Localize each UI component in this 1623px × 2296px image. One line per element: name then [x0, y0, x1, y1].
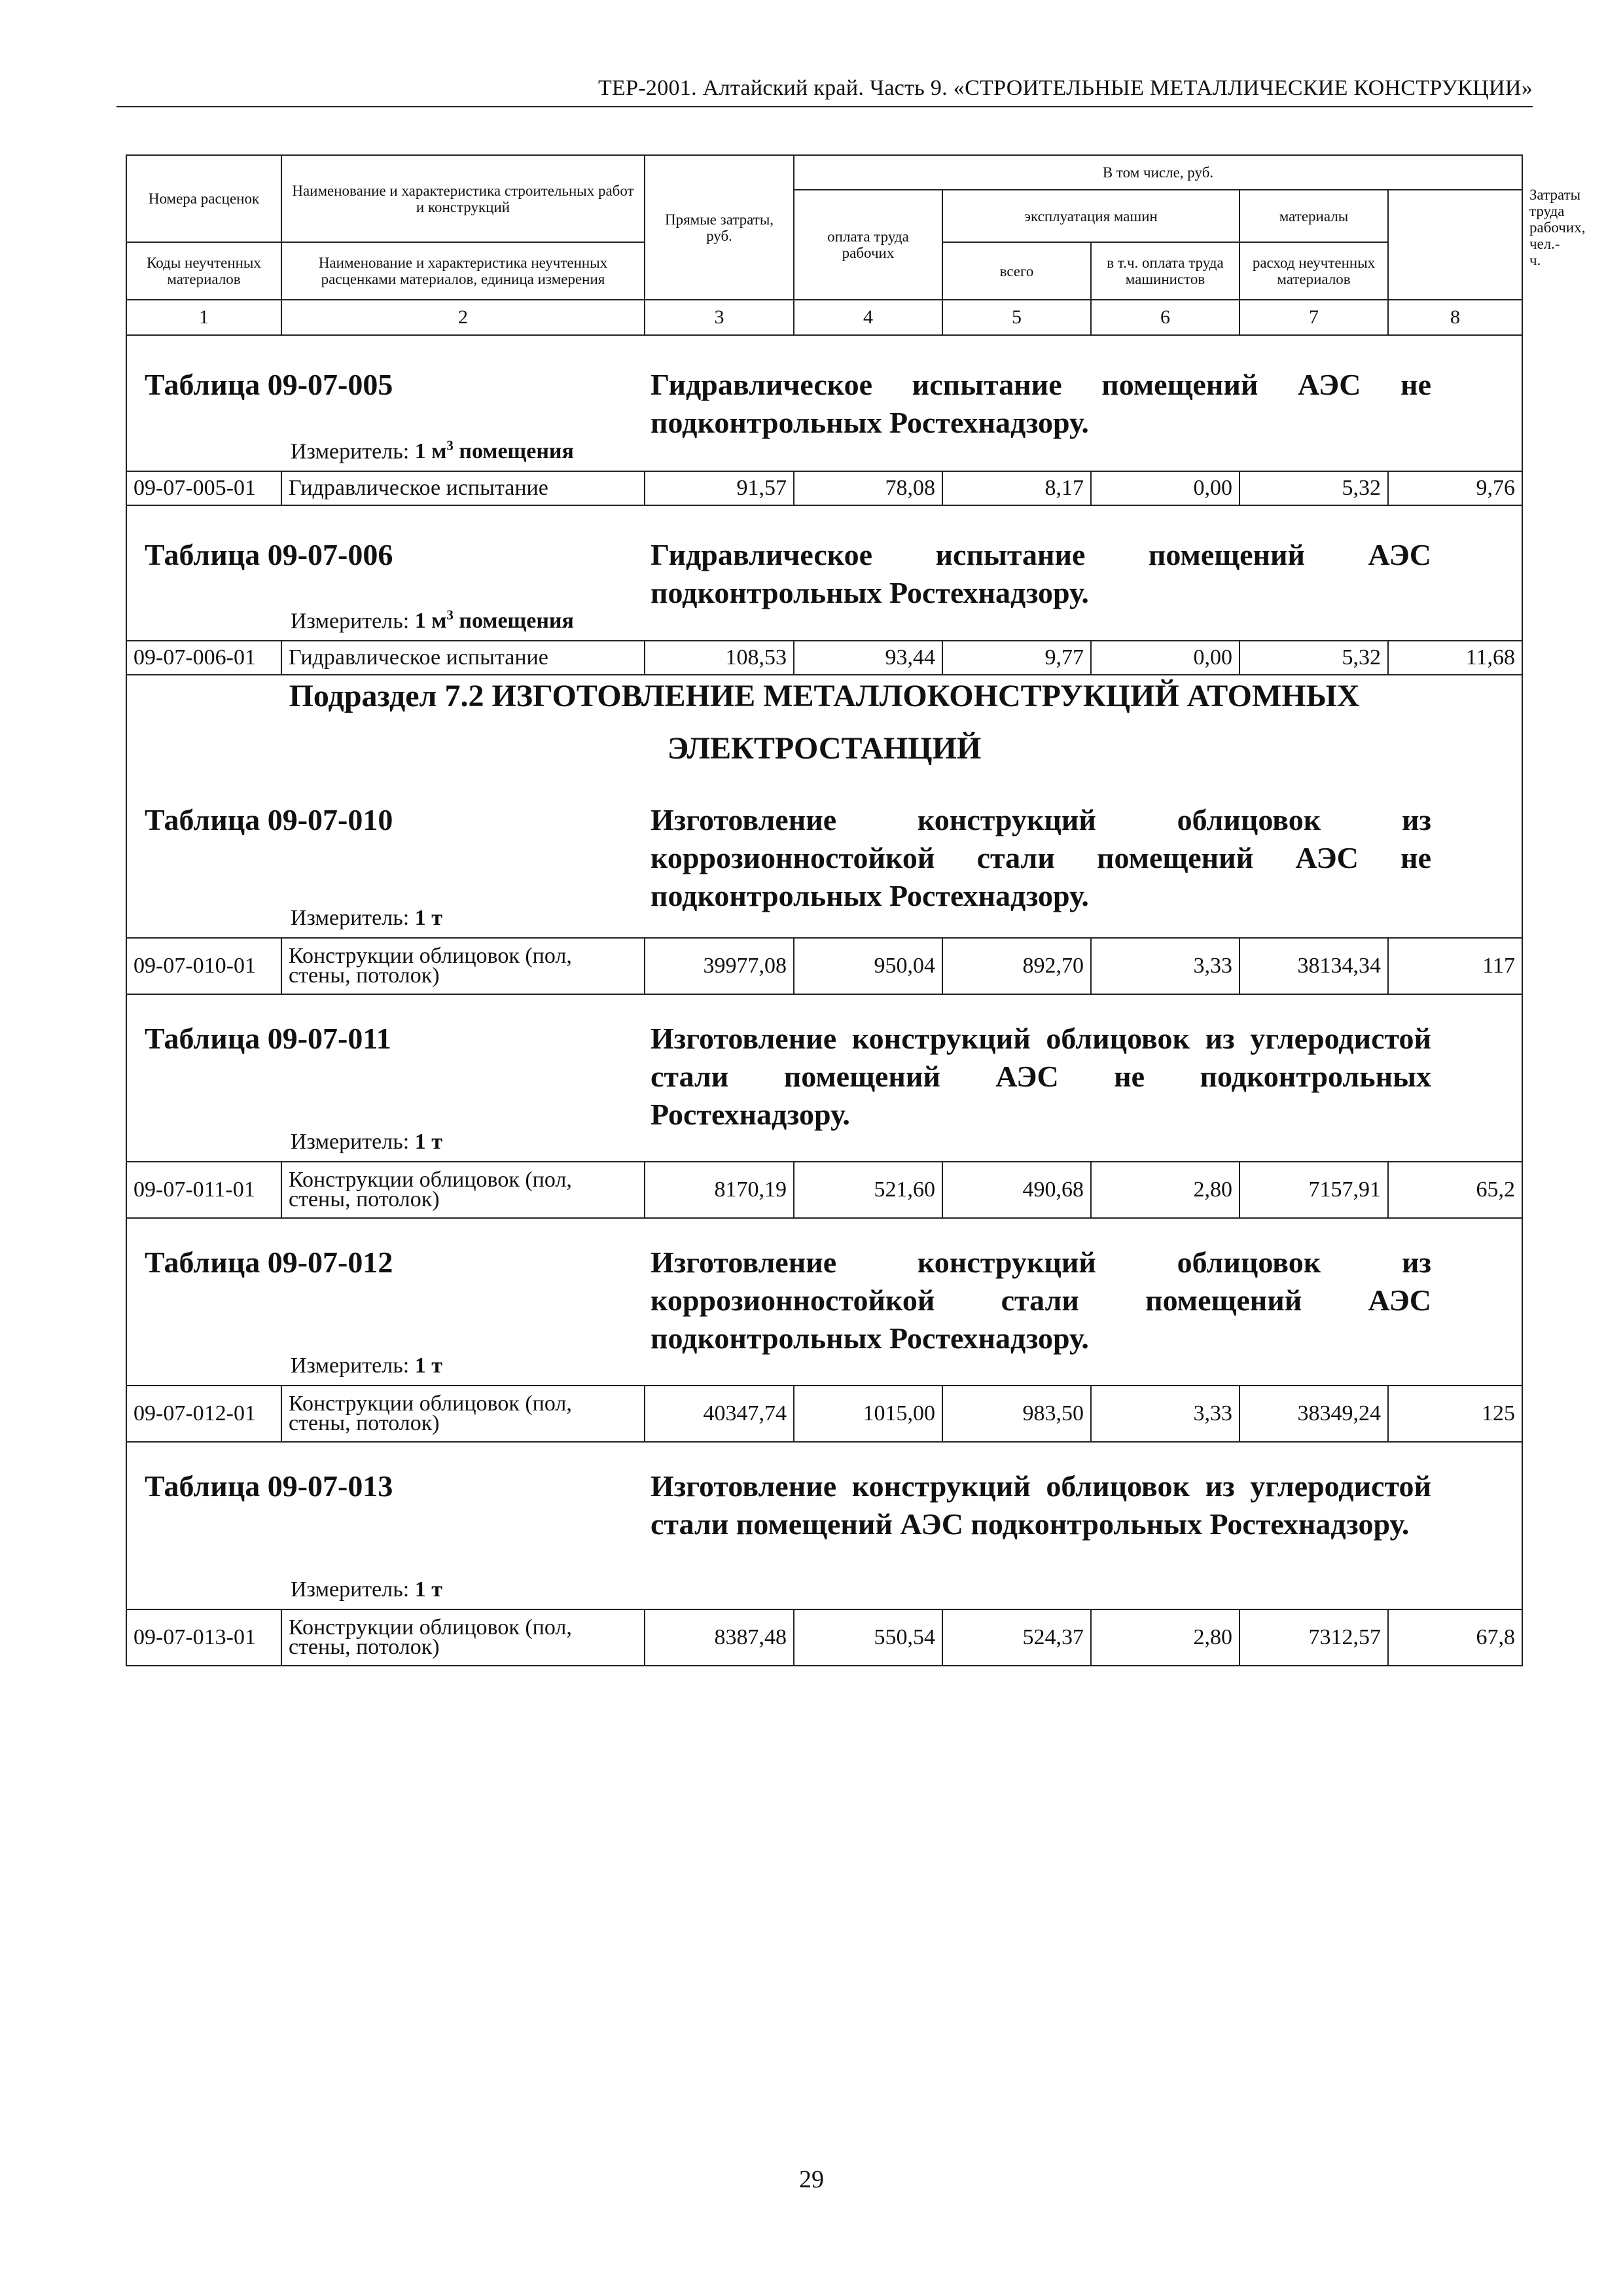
subsection-line-1: Подраздел 7.2 ИЗГОТОВЛЕНИЕ МЕТАЛЛОКОНСТРУКЦИЙ АТОМНЫХ	[289, 679, 1360, 713]
section-title: Изготовление конструкций облицовок из углеродистой стали помещений АЭС подконтрольных Ростехнадзору.	[651, 1469, 1431, 1541]
col-number: 1	[126, 300, 281, 335]
meter-value: 1 т	[414, 1130, 442, 1154]
section-title: Гидравлическое испытание помещений АЭС не подконтрольных Ростехнадзору.	[651, 368, 1431, 439]
machine-total: 983,50	[942, 1386, 1091, 1442]
section-title: Изготовление конструкций облицовок из углеродистой стали помещений АЭС не подконтрольных Ростехнадзору.	[651, 1022, 1431, 1131]
materials-cost: 5,32	[1240, 471, 1388, 505]
labor-hours: 9,76	[1388, 471, 1522, 505]
rate-code: 09-07-006-01	[126, 641, 281, 675]
meter-label: Измеритель:	[291, 609, 410, 633]
col-machine-total: всего	[942, 242, 1091, 300]
rate-name: Конструкции облицовок (пол, стены, потолок)	[281, 1162, 645, 1218]
table-row	[126, 641, 1522, 675]
meter-value: 1 $м^3$ помещения	[414, 437, 574, 463]
section-title: Гидравлическое испытание помещений АЭС подконтрольных Ростехнадзору.	[651, 538, 1431, 609]
materials-cost: 7157,91	[1240, 1162, 1388, 1218]
running-title: ТЕР-2001. Алтайский край. Часть 9. «СТРОИТЕЛЬНЫЕ МЕТАЛЛИЧЕСКИЕ КОНСТРУКЦИИ»	[597, 76, 1533, 100]
materials-cost: 38134,34	[1240, 938, 1388, 994]
section-code: Таблица 09-07-006	[145, 538, 393, 571]
table-row	[126, 1386, 1522, 1442]
rate-code: 09-07-011-01	[126, 1162, 281, 1218]
section-code: Таблица 09-07-005	[145, 368, 393, 401]
direct-costs: 39977,08	[645, 938, 794, 994]
machinist-pay: 0,00	[1091, 471, 1240, 505]
direct-costs: 40347,74	[645, 1386, 794, 1442]
materials-cost: 5,32	[1240, 641, 1388, 675]
col-labor-pay: оплата труда рабочих	[794, 190, 942, 300]
table-section	[127, 506, 1522, 640]
meter-value: 1 т	[414, 906, 442, 930]
section-meter	[291, 438, 574, 464]
labor-pay: 550,54	[794, 1609, 942, 1666]
col-number: 6	[1091, 300, 1240, 335]
materials-cost: 7312,57	[1240, 1609, 1388, 1666]
rate-name: Конструкции облицовок (пол, стены, потолок)	[281, 1609, 645, 1666]
section-code: Таблица 09-07-012	[145, 1246, 393, 1279]
labor-pay: 1015,00	[794, 1386, 942, 1442]
rate-code: 09-07-012-01	[126, 1386, 281, 1442]
labor-hours: 11,68	[1388, 641, 1522, 675]
labor-hours: 67,8	[1388, 1609, 1522, 1666]
rate-code: 09-07-010-01	[126, 938, 281, 994]
column-number-row	[126, 300, 1522, 335]
direct-costs: 108,53	[645, 641, 794, 675]
col-machine-operation: эксплуатация машин	[942, 190, 1240, 242]
col-materials: материалы	[1240, 190, 1388, 242]
meter-label: Измеритель:	[291, 906, 410, 930]
machinist-pay: 3,33	[1091, 938, 1240, 994]
col-number: 8	[1388, 300, 1522, 335]
section-code: Таблица 09-07-013	[145, 1469, 393, 1503]
col-number: 3	[645, 300, 794, 335]
section-meter	[291, 906, 442, 931]
meter-label: Измеритель:	[291, 1354, 410, 1378]
machinist-pay: 2,80	[1091, 1162, 1240, 1218]
meter-label: Измеритель:	[291, 439, 410, 463]
machinist-pay: 0,00	[1091, 641, 1240, 675]
machine-total: 524,37	[942, 1609, 1091, 1666]
price-table: Номера расценок Наименование и характеристика строительных работ и конструкций Прямые затраты, руб. В том числе, руб. Затраты труда рабочих, чел.-ч. оплата труда рабочих эксплуатация машин материалы Коды неучтенных материалов Наименование и характеристика неучтенных расценками материалов, единица измерения всего в т.ч. оплата труда машинистов расход неучтенных материалов 1 2 3 4 5 6 7 8 Таблица 09-07-005 Гидравлическое испытание помещений АЭС не подконтрольных Ростехнадзору. Измеритель: 1 $м^3$ помещения 09-07-005-01 Гидравлическое испытание 91,57 78,08 8,17 0,00 5,32 9,76 Таблица 09-07-006 Гидравлическое испытание помещений АЭС подконтрольных Ростехнадзору. Измеритель: 1 $м^3$ помещения 09-07-006-01 Гидравлическое испытание 108,53 93,44 9,77 0,00 5,32 11,68 Подраздел 7.2 ИЗГОТОВЛЕНИЕ МЕТАЛЛОКОНСТРУКЦИЙ АТОМНЫХ ЭЛЕКТРОСТАНЦИЙ Таблица 09-07-010 Изготовление конструкций облицовок из коррозионностойкой стали помещений АЭС не подконтрольных Ростехнадзору. Измеритель: 1 т 09-07-010-01 Конструкции облицовок (пол, стены, потолок) 39977,08 950,04 892,70 3,33 38134,34 117 Таблица 09-07-011 Изготовление конструкций облицовок из углеродистой стали помещений АЭС не подконтрольных Ростехнадзору. Измеритель: 1 т 09-07-011-01 Конструкции облицовок (пол, стены, потолок) 8170,19 521,60 490,68 2,80 7157,91 65,2 Таблица 09-07-012 Изготовление конструкций облицовок из коррозионностойкой стали помещений АЭС подконтрольных Ростехнадзору. Измеритель: 1 т 09-07-012-01 Конструкции облицовок (пол, стены, потолок) 40347,74 1015,00 983,50 3,33 38349,24 125 Таблица 09-07-013 Изготовление конструкций облицовок из углеродистой стали помещений АЭС подконтрольных Ростехнадзору. Измеритель: 1 т 09-07-013-01 Конструкции облицовок (пол, стены, потолок) 8387,48 550,54 524,37 2,80 7312,57 67,8	[126, 154, 1523, 1666]
section-meter	[291, 1577, 442, 1602]
labor-pay: 950,04	[794, 938, 942, 994]
col-work-name: Наименование и характеристика строительных работ и конструкций	[281, 155, 645, 242]
machinist-pay: 3,33	[1091, 1386, 1240, 1442]
col-material-names: Наименование и характеристика неучтенных расценками материалов, единица измерения	[281, 242, 645, 300]
labor-pay: 521,60	[794, 1162, 942, 1218]
meter-value: 1 т	[414, 1577, 442, 1602]
subsection-heading	[127, 675, 1522, 774]
rate-code: 09-07-013-01	[126, 1609, 281, 1666]
labor-hours: 125	[1388, 1386, 1522, 1442]
labor-pay: 78,08	[794, 471, 942, 505]
section-meter	[291, 607, 574, 634]
labor-hours: 65,2	[1388, 1162, 1522, 1218]
rate-code: 09-07-005-01	[126, 471, 281, 505]
subsection-line-2: ЭЛЕКТРОСТАНЦИЙ	[667, 731, 982, 766]
materials-cost: 38349,24	[1240, 1386, 1388, 1442]
meter-value: 1 т	[414, 1354, 442, 1378]
rate-name: Конструкции облицовок (пол, стены, потолок)	[281, 938, 645, 994]
table-section	[127, 995, 1522, 1161]
section-title: Изготовление конструкций облицовок из коррозионностойкой стали помещений АЭС не подконтрольных Ростехнадзору.	[651, 803, 1431, 912]
meter-label: Измеритель:	[291, 1130, 410, 1154]
col-material-codes: Коды неучтенных материалов	[126, 242, 281, 300]
direct-costs: 8387,48	[645, 1609, 794, 1666]
table-row	[126, 1609, 1522, 1666]
machine-total: 8,17	[942, 471, 1091, 505]
table-section	[127, 336, 1522, 471]
col-machinist-pay: в т.ч. оплата труда машинистов	[1091, 242, 1240, 300]
direct-costs: 91,57	[645, 471, 794, 505]
section-title: Изготовление конструкций облицовок из коррозионностойкой стали помещений АЭС подконтрольных Ростехнадзору.	[651, 1246, 1431, 1355]
labor-pay: 93,44	[794, 641, 942, 675]
machine-total: 9,77	[942, 641, 1091, 675]
machine-total: 490,68	[942, 1162, 1091, 1218]
rate-name: Гидравлическое испытание	[281, 471, 645, 505]
col-rate-numbers: Номера расценок	[126, 155, 281, 242]
meter-value: 1 $м^3$ помещения	[414, 607, 574, 633]
page-number: 29	[799, 2166, 824, 2193]
rate-name: Конструкции облицовок (пол, стены, потолок)	[281, 1386, 645, 1442]
table-row	[126, 1162, 1522, 1218]
table-row	[126, 471, 1522, 505]
section-code: Таблица 09-07-011	[145, 1022, 391, 1055]
section-meter	[291, 1130, 442, 1155]
table-row	[126, 938, 1522, 994]
col-number: 2	[281, 300, 645, 335]
rate-name: Гидравлическое испытание	[281, 641, 645, 675]
col-direct-costs: Прямые затраты, руб.	[645, 155, 794, 300]
table-section	[127, 774, 1522, 937]
table-section	[127, 1443, 1522, 1609]
machine-total: 892,70	[942, 938, 1091, 994]
table-section	[127, 1219, 1522, 1385]
running-header	[116, 73, 1533, 107]
meter-label: Измеритель:	[291, 1577, 410, 1602]
col-number: 5	[942, 300, 1091, 335]
col-unaccounted-materials: расход неучтенных материалов	[1240, 242, 1388, 300]
labor-hours: 117	[1388, 938, 1522, 994]
col-including: В том числе, руб.	[794, 155, 1522, 190]
direct-costs: 8170,19	[645, 1162, 794, 1218]
section-code: Таблица 09-07-010	[145, 803, 393, 836]
section-meter	[291, 1354, 442, 1378]
col-number: 4	[794, 300, 942, 335]
machinist-pay: 2,80	[1091, 1609, 1240, 1666]
col-number: 7	[1240, 300, 1388, 335]
